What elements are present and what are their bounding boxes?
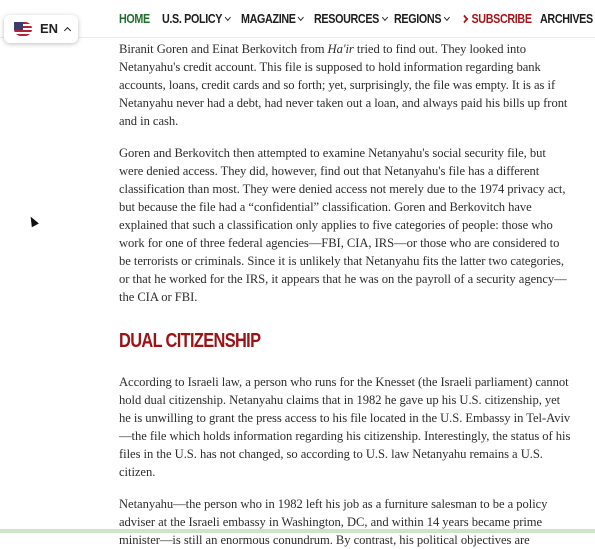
article-paragraph-3: According to Israeli law, a person who runs for the Knesset (the Israeli parliament) cannot hold dual citizenship. Netanyahu claims that in 1982 he gave up his U.S. citizenship, yet he is unwilling to grant the press access to his file located in the U.S. Embassy in Tel-Aviv—the file which holds information regarding his citizenship. Interestingly, the status of his files in the U.S. has not changed, so according to U.S. law Netanyahu remains a U.S. citizen. bbox=[119, 375, 571, 479]
paragraph-1-source: Ha'ir bbox=[327, 42, 354, 56]
nav-resources[interactable] bbox=[314, 12, 387, 26]
chevron-right-icon bbox=[461, 15, 468, 23]
nav-regions[interactable] bbox=[394, 12, 449, 26]
nav-archives[interactable]: ARCHIVES bbox=[540, 12, 593, 26]
bottom-border bbox=[0, 529, 595, 533]
nav-resources-label: RESOURCES bbox=[314, 12, 380, 26]
article-paragraph-2: Goren and Berkovitch then attempted to examine Netanyahu's social security file, but were denied access. They did, however, find out that Netanyahu's file has a different classification than most. They were denied access not merely due to the 1974 privacy act, but because the file had a “confidential” classification. Goren and Berkovitch have explained that such a classification only applies to five categories of people: those who work for one of three federal agencies—FBI, CIA, IRS—or those who are considered to be terrorists or criminals. Since it is unlikely that Netanyahu fits the latter two categories, or that he worked for the IRS, it appears that he was on the payroll of a security agency—the CIA or FBI. bbox=[119, 146, 567, 304]
top-navigation-bar bbox=[0, 0, 595, 38]
nav-subscribe[interactable] bbox=[462, 12, 532, 26]
chevron-down-icon bbox=[298, 14, 304, 21]
nav-magazine[interactable] bbox=[241, 12, 303, 26]
nav-home[interactable]: HOME bbox=[119, 12, 150, 26]
paragraph-1-text-a: Biranit Goren and Einat Berkovitch from bbox=[119, 42, 328, 56]
us-flag-icon bbox=[14, 22, 32, 36]
paragraph-1-text-b: tried to find out. They looked into Netanyahu's credit account. This file is supposed to hold information regarding bank accounts, loans, credit cards and so forth; yet, surprisingly, the file was empty. It is as if Netanyahu never had a debt, had never taken out a loan, and always paid his bills up front and in cash. bbox=[119, 42, 568, 128]
nav-regions-label: REGIONS bbox=[394, 12, 442, 26]
nav-us-policy[interactable] bbox=[162, 12, 230, 26]
nav-magazine-label: MAGAZINE bbox=[241, 12, 296, 26]
flag-canton bbox=[14, 22, 23, 30]
language-code: EN bbox=[40, 21, 59, 36]
article-paragraph-1 bbox=[119, 40, 571, 130]
section-heading: DUAL CITIZENSHIP bbox=[119, 330, 261, 352]
nav-us-policy-label: U.S. POLICY bbox=[162, 12, 223, 26]
chevron-down-icon bbox=[444, 14, 450, 21]
chevron-down-icon bbox=[382, 14, 388, 21]
chevron-down-icon bbox=[225, 14, 231, 21]
article-body bbox=[119, 40, 571, 547]
chevron-up-icon bbox=[64, 27, 71, 34]
nav-subscribe-label: SUBSCRIBE bbox=[471, 12, 532, 26]
mouse-cursor-icon bbox=[27, 215, 39, 228]
language-selector[interactable] bbox=[4, 15, 78, 43]
article-paragraph-4: Netanyahu—the person who in 1982 left his job as a furniture salesman to be a policy adviser at the Israeli embassy in Washington, DC, and within 14 years became prime minister—is still an enormous conundrum. By contrast, his political objectives are bbox=[119, 497, 548, 547]
